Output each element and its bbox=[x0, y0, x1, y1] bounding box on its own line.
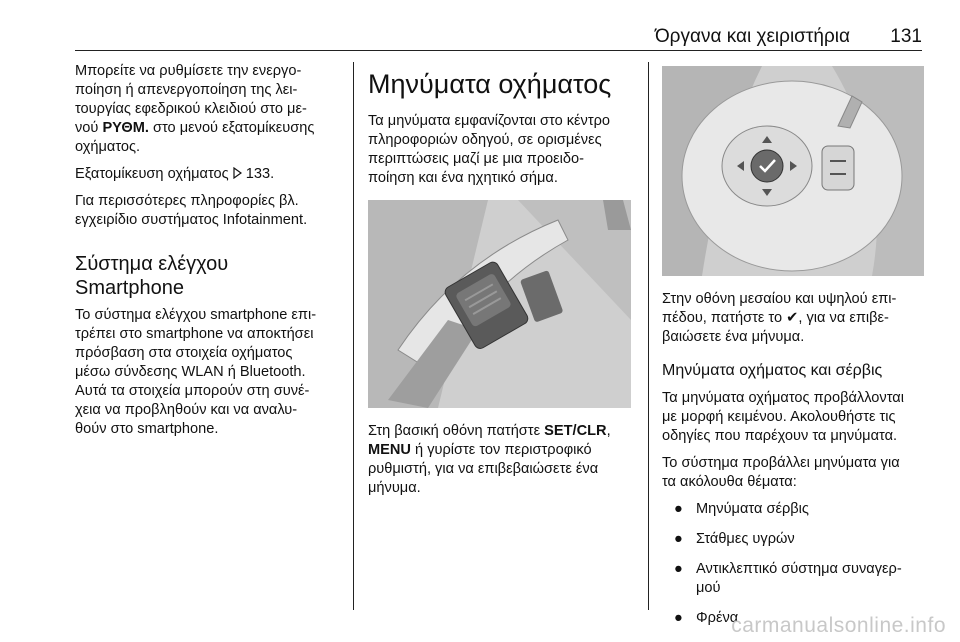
paragraph-infotainment: Για περισσότερες πληροφορίες βλ. εγχειρίδιο συστήματος Infotainment. bbox=[75, 193, 308, 228]
column-divider-1 bbox=[353, 62, 354, 610]
paragraph-confirm-message: Στην οθόνη μεσαίου και υψηλού επι- πέδου, πατήστε το ✔, για να επιβε- βαιώσετε ένα μήνυμα. bbox=[662, 291, 897, 345]
watermark: carmanualsonline.info bbox=[731, 614, 946, 637]
page-number: 131 bbox=[890, 26, 922, 47]
set-clr-term: SET/CLR bbox=[544, 423, 607, 439]
list-item: ● Μηνύματα σέρβις bbox=[674, 501, 809, 517]
heading-vehicle-service-messages: Μηνύματα οχήματος και σέρβις bbox=[662, 362, 883, 379]
header-rule bbox=[75, 50, 922, 51]
menu-term: ΡΥΘΜ. bbox=[102, 120, 149, 136]
list-item: ● Αντικλεπτικό σύστημα συναγερ- μού bbox=[674, 561, 902, 596]
paragraph-backup-key: Μπορείτε να ρυθμίσετε την ενεργο- ποίηση ή απενεργοποίηση της λει- τουργίας εφεδρικού κλειδιού στο με- νού ΡΥΘΜ. στο μενού εξατομίκευσης οχήματος. bbox=[75, 63, 315, 155]
list-item: ● Στάθμες υγρών bbox=[674, 531, 795, 547]
bullet-icon: ● bbox=[674, 531, 683, 547]
turn-signal-lever-figure bbox=[368, 200, 631, 408]
bullet-icon: ● bbox=[674, 610, 683, 626]
paragraph-topics: Το σύστημα προβάλλει μηνύματα για τα ακόλουθα θέματα: bbox=[662, 455, 900, 490]
bullet-icon: ● bbox=[674, 561, 683, 577]
column-1 bbox=[75, 62, 343, 447]
page-header bbox=[0, 0, 960, 52]
arrow-reference-icon bbox=[233, 166, 246, 182]
steering-wheel-controls-figure bbox=[662, 66, 924, 276]
topics-list bbox=[662, 500, 924, 628]
paragraph-set-clr: Στη βασική οθόνη πατήστε SET/CLR, MENU ή γυρίστε τον περιστροφικό ρυθμιστή, για να επιβεβαιώσετε ένα μήνυμα. bbox=[368, 423, 611, 496]
section-title: Όργανα και χειριστήρια bbox=[654, 26, 850, 47]
paragraph-messages-intro: Τα μηνύματα εμφανίζονται στο κέντρο πληροφοριών οδηγού, σε ορισμένες περιπτώσεις μαζί με μια προειδο- ποίηση και ένα ηχητικό σήμα. bbox=[368, 113, 611, 186]
checkmark-icon: ✔ bbox=[786, 310, 799, 326]
list-item: ● Φρένα bbox=[674, 610, 739, 626]
heading-smartphone-control: Σύστημα ελέγχου Smartphone bbox=[75, 253, 229, 299]
column-3 bbox=[662, 62, 924, 639]
menu-term-2: MENU bbox=[368, 442, 411, 458]
bullet-icon: ● bbox=[674, 501, 683, 517]
heading-vehicle-messages: Μηνύματα οχήματος bbox=[368, 69, 612, 99]
column-divider-2 bbox=[648, 62, 649, 610]
cross-reference: Εξατομίκευση οχήματος 133. bbox=[75, 166, 275, 182]
paragraph-text-messages: Τα μηνύματα οχήματος προβάλλονται με μορφή κειμένου. Ακολουθήστε τις οδηγίες που παρέχουν τα μηνύματα. bbox=[662, 390, 904, 444]
column-2 bbox=[368, 62, 636, 506]
paragraph-smartphone: Το σύστημα ελέγχου smartphone επι- τρέπει στο smartphone να αποκτήσει πρόσβαση στα στοιχεία οχήματος μέσω σύνδεσης WLAN ή Bluetooth. Αυτά τα στοιχεία μπορούν στη συνέ- χεια να προβληθούν και να αναλυ- θούν στο smartphone. bbox=[75, 307, 317, 437]
